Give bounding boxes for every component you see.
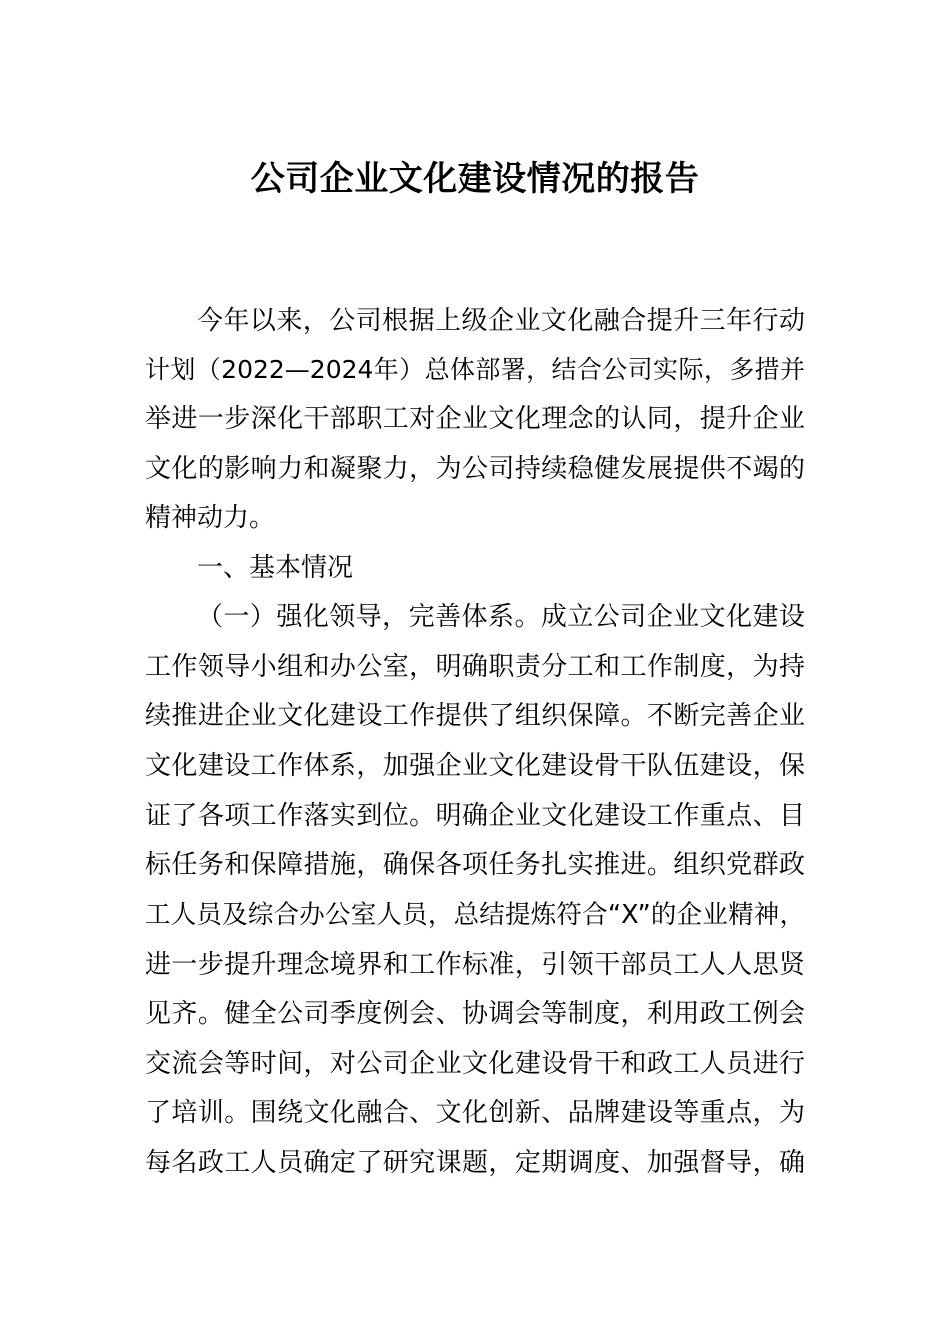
paragraph-line: 标任务和保障措施，确保各项任务扎实推进。组织党群政: [145, 850, 805, 880]
section-heading: 一、基本情况: [197, 553, 354, 583]
paragraph-line: 举进一步深化干部职工对企业文化理念的认同，提升企业: [145, 404, 805, 434]
paragraph-line: 计划（2022—2024年）总体部署，结合公司实际，多措并: [145, 355, 805, 384]
paragraph-line: 工人员及综合办公室人员，总结提炼符合“X”的企业精神，: [145, 900, 805, 930]
paragraph-line: 证了各项工作落实到位。明确企业文化建设工作重点、目: [145, 801, 805, 831]
paragraph-line: 文化的影响力和凝聚力，为公司持续稳健发展提供不竭的: [145, 454, 805, 484]
paragraph-line: 每名政工人员确定了研究课题，定期调度、加强督导，确: [145, 1148, 805, 1178]
paragraph-line: 进一步提升理念境界和工作标准，引领干部员工人人思贤: [145, 950, 805, 980]
paragraph-line: 交流会等时间，对公司企业文化建设骨干和政工人员进行: [145, 1049, 805, 1079]
paragraph-line: （一）强化领导，完善体系。成立公司企业文化建设: [197, 602, 805, 632]
paragraph-line: 见齐。健全公司季度例会、协调会等制度，利用政工例会: [145, 999, 805, 1029]
document-title: 公司企业文化建设情况的报告: [250, 159, 700, 199]
paragraph-line: 续推进企业文化建设工作提供了组织保障。不断完善企业: [145, 701, 805, 731]
paragraph-line: 了培训。围绕文化融合、文化创新、品牌建设等重点，为: [145, 1098, 805, 1128]
paragraph-line: 工作领导小组和办公室，明确职责分工和工作制度，为持: [145, 652, 805, 682]
paragraph-line: 精神动力。: [145, 503, 276, 533]
paragraph-line: 文化建设工作体系，加强企业文化建设骨干队伍建设，保: [145, 751, 805, 781]
paragraph-line: 今年以来，公司根据上级企业文化融合提升三年行动: [197, 306, 805, 336]
